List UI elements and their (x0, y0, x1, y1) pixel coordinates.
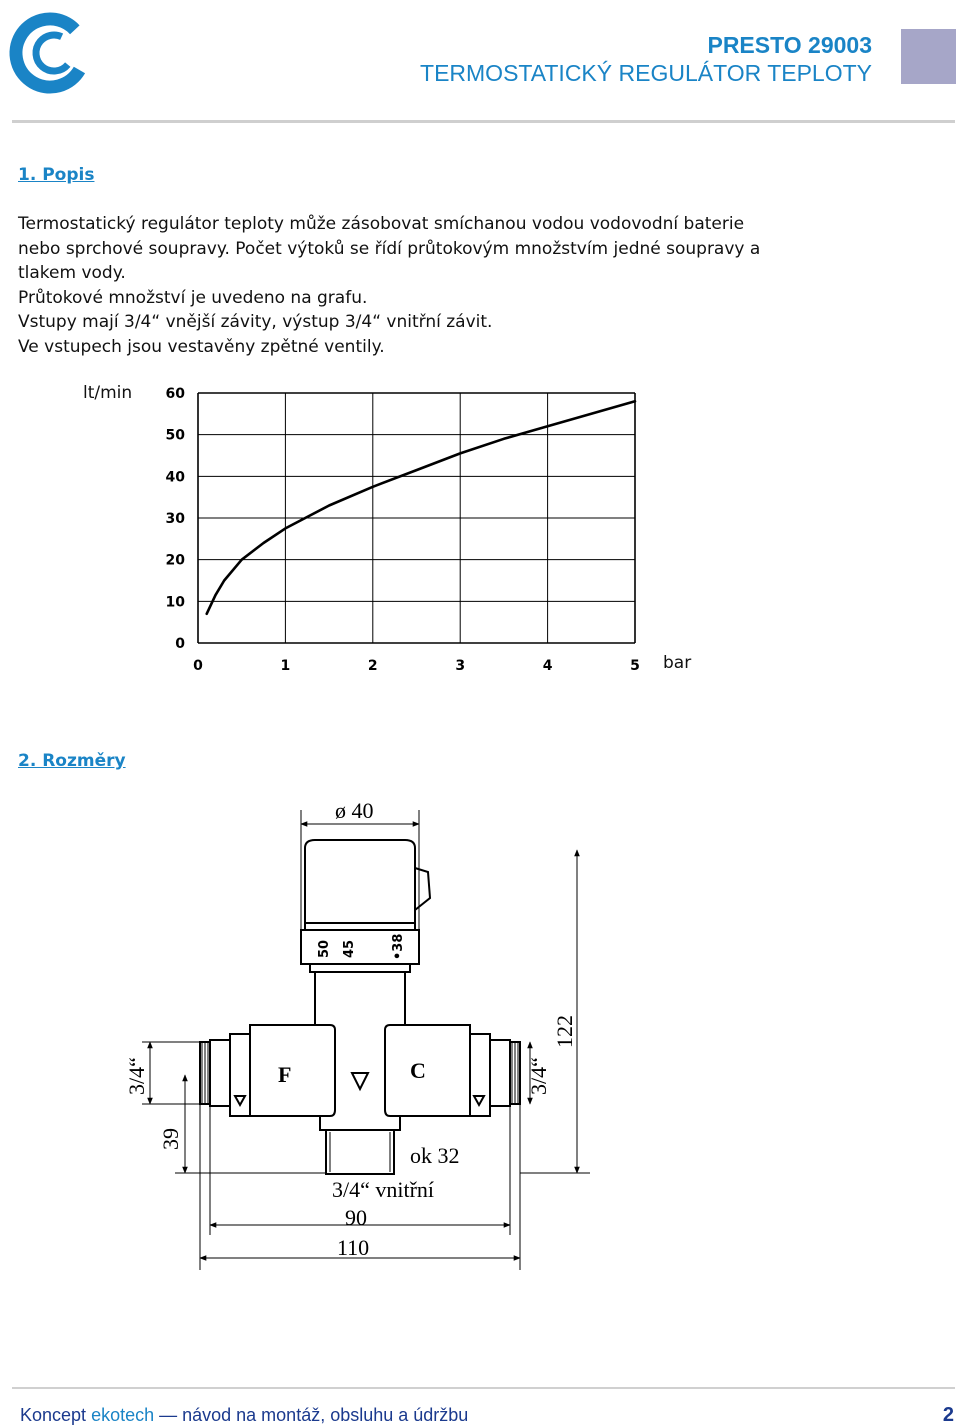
footer-prefix: Koncept (20, 1405, 92, 1425)
x-tick-label: 0 (193, 658, 203, 674)
wrench-size-label: ok 32 (410, 1143, 460, 1168)
inlet-cold-label: F (278, 1062, 292, 1087)
product-code: PRESTO 29003 (707, 32, 872, 58)
inlet-hot-label: C (410, 1058, 426, 1083)
product-name: TERMOSTATICKÝ REGULÁTOR TEPLOTY (420, 60, 872, 86)
paragraph-line: Vstupy mají 3/4“ vnější závity, výstup 3/4“ vnitřní závit. (18, 312, 493, 332)
paragraph-line: Průtokové množství je uvedeno na grafu. (18, 287, 368, 308)
scale-38-label: •38 (391, 933, 406, 960)
header-divider (12, 120, 955, 123)
description-paragraph (18, 212, 918, 359)
scale-45-label: 45 (342, 939, 357, 958)
footer-text (20, 1405, 468, 1426)
dim-height-122: 122 (552, 1015, 577, 1048)
y-tick-label: 60 (165, 386, 185, 402)
paragraph-line: Ve vstupech jsou vestavěny zpětné ventily. (18, 336, 385, 357)
dim-width-90: 90 (345, 1205, 367, 1230)
dim-diameter-label: ø 40 (335, 798, 374, 823)
section-heading-popis: 1. Popis (18, 165, 95, 185)
flow-rate-chart (150, 375, 710, 685)
y-tick-label: 40 (165, 469, 185, 486)
paragraph-line: tlakem vody. (18, 263, 126, 283)
x-tick-label: 5 (630, 658, 640, 674)
y-tick-label: 10 (165, 594, 185, 611)
thread-right-label: 3/4“ (526, 1057, 551, 1095)
scale-50-label: 50 (317, 939, 332, 958)
thread-left-label: 3/4“ (124, 1057, 149, 1095)
dim-width-110: 110 (337, 1235, 370, 1260)
y-tick-label: 50 (165, 427, 185, 444)
footer-divider (12, 1387, 955, 1389)
paragraph-line: nebo sprchové soupravy. Počet výtoků se řídí průtokovým množstvím jedné soupravy a (18, 238, 761, 259)
x-tick-label: 3 (455, 658, 466, 674)
outlet-thread-label: 3/4“ vnitřní (332, 1177, 435, 1202)
section-heading-rozmery: 2. Rozměry (18, 751, 126, 771)
chart-x-axis-label: bar (663, 653, 692, 673)
chart-y-axis-label: lt/min (83, 383, 133, 403)
paragraph-line: Termostatický regulátor teploty může zásobovat smíchanou vodou vodovodní baterie (18, 214, 745, 234)
header-decor-box (901, 29, 956, 84)
page-number: 2 (942, 1404, 954, 1426)
dim-height-39: 39 (158, 1128, 183, 1150)
x-tick-label: 4 (542, 658, 553, 674)
document-title (420, 32, 872, 88)
x-tick-label: 1 (280, 658, 291, 674)
footer-brand: ekotech (91, 1405, 155, 1425)
footer-suffix: — návod na montáž, obsluhu a údržbu (154, 1405, 469, 1425)
y-tick-label: 30 (165, 511, 185, 527)
valve-dimension-drawing (90, 780, 620, 1280)
flow-curve (207, 401, 635, 614)
x-tick-label: 2 (367, 658, 378, 674)
y-tick-label: 20 (165, 552, 185, 569)
company-logo (6, 6, 92, 100)
y-tick-label: 0 (175, 636, 185, 652)
